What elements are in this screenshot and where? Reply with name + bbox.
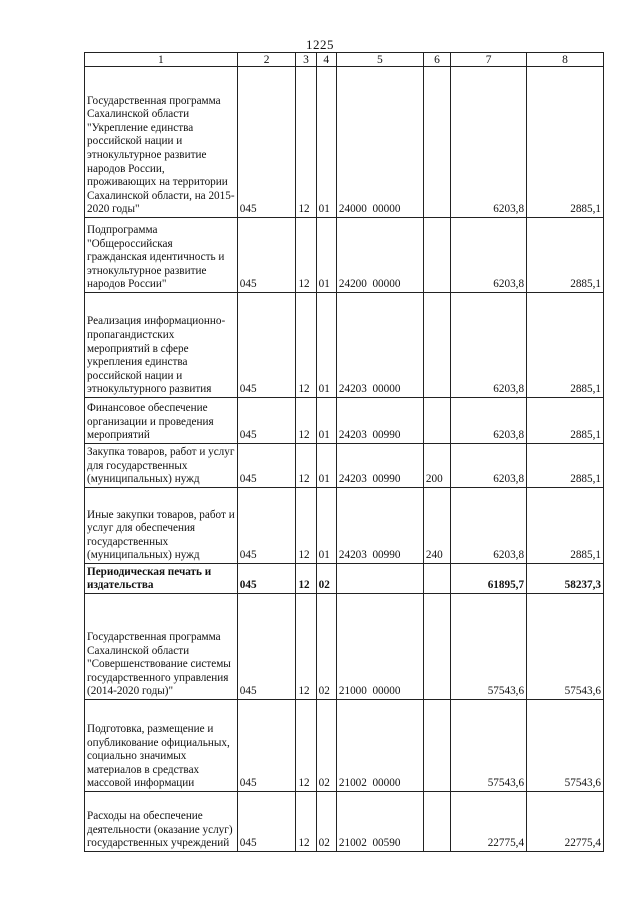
rz-cell: 12 — [296, 67, 316, 218]
column-header: 2 — [237, 53, 296, 67]
csr-cell: 24203 00990 — [336, 444, 423, 488]
row-name: Периодическая печать и издательства — [87, 565, 212, 592]
vr-cell — [423, 67, 450, 218]
rz-cell: 12 — [296, 293, 316, 398]
sum-2019-cell: 57543,6 — [451, 594, 527, 700]
vr-cell: 200 — [423, 444, 450, 488]
pr-cell: 02 — [316, 700, 336, 792]
pr-cell: 01 — [316, 488, 336, 564]
row-name: Финансовое обеспечение организации и проведения мероприятий — [87, 402, 214, 442]
pr-cell: 01 — [316, 293, 336, 398]
column-header: 5 — [336, 53, 423, 67]
table-row — [85, 67, 604, 218]
ved-cell: 045 — [237, 218, 296, 293]
vr-cell: 240 — [423, 488, 450, 564]
sum-2020-cell: 2885,1 — [527, 293, 604, 398]
sum-2019-cell: 6203,8 — [451, 67, 527, 218]
sum-2020-cell: 57543,6 — [527, 594, 604, 700]
ved-cell: 045 — [237, 700, 296, 792]
table-row — [85, 488, 604, 564]
rz-cell: 12 — [296, 398, 316, 444]
table-row — [85, 218, 604, 293]
sum-2019-cell: 57543,6 — [451, 700, 527, 792]
row-name-cell — [85, 218, 238, 293]
column-header: 1 — [85, 53, 238, 67]
row-name-cell — [85, 792, 238, 852]
sum-2020-cell: 58237,3 — [527, 564, 604, 594]
csr-cell: 24200 00000 — [336, 218, 423, 293]
row-name: Государственная программа Сахалинской области "Укрепление единства российской нации и этнокультурное развитие народов России, проживающих на территории Сахалинской области, на 2015-2020 годы" — [87, 94, 235, 216]
table-row-section — [85, 564, 604, 594]
rz-cell: 12 — [296, 594, 316, 700]
budget-table — [84, 52, 604, 852]
vr-cell — [423, 398, 450, 444]
vr-cell — [423, 594, 450, 700]
csr-cell: 24203 00000 — [336, 293, 423, 398]
pr-cell: 02 — [316, 594, 336, 700]
column-number-row — [85, 53, 604, 67]
csr-cell: 21002 00590 — [336, 792, 423, 852]
ved-cell: 045 — [237, 792, 296, 852]
sum-2019-cell: 6203,8 — [451, 398, 527, 444]
rz-cell: 12 — [296, 218, 316, 293]
ved-cell: 045 — [237, 594, 296, 700]
row-name-cell — [85, 488, 238, 564]
sum-2020-cell: 2885,1 — [527, 218, 604, 293]
row-name: Расходы на обеспечение деятельности (оказание услуг) государственных учреждений — [87, 810, 233, 850]
row-name-cell — [85, 293, 238, 398]
row-name: Закупка товаров, работ и услуг для государственных (муниципальных) нужд — [87, 446, 235, 486]
row-name-cell — [85, 398, 238, 444]
ved-cell: 045 — [237, 488, 296, 564]
row-name: Подготовка, размещение и опубликование официальных, социально значимых материалов в средствах массовой информации — [87, 723, 230, 790]
csr-cell: 21000 00000 — [336, 594, 423, 700]
page-number: 1225 — [306, 37, 334, 52]
pr-cell: 02 — [316, 564, 336, 594]
column-header: 4 — [316, 53, 336, 67]
pr-cell: 01 — [316, 218, 336, 293]
row-name: Реализация информационно-пропагандистских мероприятий в сфере укрепления единства российской нации и этнокультурного развития — [87, 315, 226, 396]
table-row — [85, 293, 604, 398]
rz-cell: 12 — [296, 488, 316, 564]
vr-cell — [423, 792, 450, 852]
vr-cell — [423, 218, 450, 293]
rz-cell: 12 — [296, 792, 316, 852]
table-row — [85, 792, 604, 852]
sum-2020-cell: 57543,6 — [527, 700, 604, 792]
row-name-cell — [85, 564, 238, 594]
row-name-cell — [85, 594, 238, 700]
sum-2020-cell: 22775,4 — [527, 792, 604, 852]
csr-cell: 21002 00000 — [336, 700, 423, 792]
table-row — [85, 700, 604, 792]
ved-cell: 045 — [237, 444, 296, 488]
table-row — [85, 594, 604, 700]
sum-2020-cell: 2885,1 — [527, 488, 604, 564]
csr-cell: 24000 00000 — [336, 67, 423, 218]
table-row — [85, 398, 604, 444]
sum-2019-cell: 6203,8 — [451, 218, 527, 293]
pr-cell: 01 — [316, 67, 336, 218]
pr-cell: 01 — [316, 444, 336, 488]
ved-cell: 045 — [237, 67, 296, 218]
ved-cell: 045 — [237, 293, 296, 398]
vr-cell — [423, 293, 450, 398]
csr-cell: 24203 00990 — [336, 398, 423, 444]
column-header: 7 — [451, 53, 527, 67]
sum-2019-cell: 22775,4 — [451, 792, 527, 852]
ved-cell: 045 — [237, 564, 296, 594]
rz-cell: 12 — [296, 444, 316, 488]
column-header: 3 — [296, 53, 316, 67]
sum-2019-cell: 6203,8 — [451, 488, 527, 564]
rz-cell: 12 — [296, 564, 316, 594]
csr-cell — [336, 564, 423, 594]
rz-cell: 12 — [296, 700, 316, 792]
sum-2019-cell: 6203,8 — [451, 444, 527, 488]
pr-cell: 02 — [316, 792, 336, 852]
vr-cell — [423, 700, 450, 792]
sum-2020-cell: 2885,1 — [527, 398, 604, 444]
sum-2019-cell: 61895,7 — [451, 564, 527, 594]
sum-2019-cell: 6203,8 — [451, 293, 527, 398]
sum-2020-cell: 2885,1 — [527, 444, 604, 488]
column-header: 6 — [423, 53, 450, 67]
table-row — [85, 444, 604, 488]
ved-cell: 045 — [237, 398, 296, 444]
row-name: Государственная программа Сахалинской области "Совершенствование системы государственного управления (2014-2020 годы)" — [87, 631, 231, 698]
pr-cell: 01 — [316, 398, 336, 444]
row-name: Иные закупки товаров, работ и услуг для обеспечения государственных (муниципальных) нужд — [87, 508, 235, 562]
csr-cell: 24203 00990 — [336, 488, 423, 564]
column-header: 8 — [527, 53, 604, 67]
sum-2020-cell: 2885,1 — [527, 67, 604, 218]
row-name-cell — [85, 700, 238, 792]
vr-cell — [423, 564, 450, 594]
row-name: Подпрограмма "Общероссийская гражданская идентичность и этнокультурное развитие народов России" — [87, 224, 225, 291]
row-name-cell — [85, 67, 238, 218]
row-name-cell — [85, 444, 238, 488]
